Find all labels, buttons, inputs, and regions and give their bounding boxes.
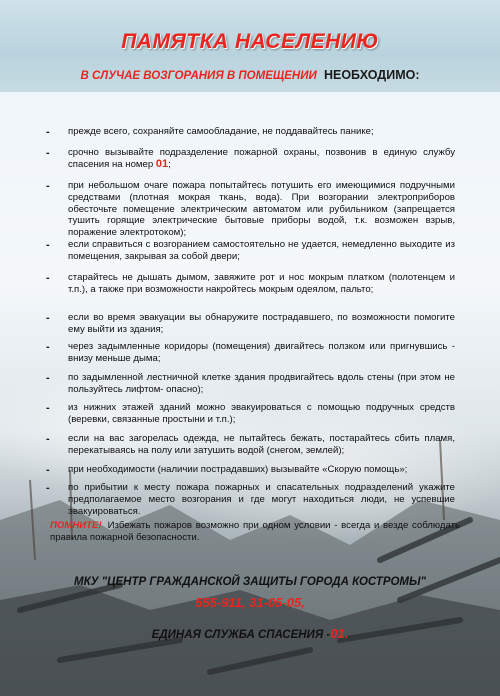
- list-item-text: если справиться с возгоранием самостоятельно не удается, немедленно выходите из помещения, закрывая за собой двери;: [68, 239, 455, 262]
- bullet-dash: -: [46, 464, 50, 476]
- list-item-text: старайтесь не дышать дымом, завяжите рот и нос мокрым платком (полотенцем и т.п.), а также при возможности накройтесь мокрым одеялом, пальто;: [68, 272, 455, 295]
- emergency-number: 01: [155, 157, 169, 170]
- list-item-text: если во время эвакуации вы обнаружите пострадавшего, по возможности помогите ему выйти из здания;: [68, 312, 455, 335]
- list-item-text: при небольшом очаге пожара попытайтесь потушить его имеющимися подручными средствами (плотная мокрая ткань, вода). При возгорании электроприборов обесточьте помещение электрическим автоматом или рубильником (запрещается тушить горящие электрические бытовые приборы водой, т.к. возможен взрыв, поражение электротоком);: [68, 180, 455, 239]
- organization-name: МКУ "ЦЕНТР ГРАЖДАНСКОЙ ЗАЩИТЫ ГОРОДА КОСТРОМЫ": [74, 576, 426, 588]
- list-item-body: срочно вызывайте подразделение пожарной охраны, позвонив в единую службу спасения на номер: [68, 147, 455, 170]
- reminder-text: Избежать пожаров возможно при одном условии - всегда и везде соблюдать правила пожарной безопасности.: [50, 520, 460, 543]
- list-item-text: прежде всего, сохраняйте самообладание, не поддавайтесь панике;: [68, 126, 374, 137]
- bullet-dash: -: [46, 180, 50, 192]
- bullet-dash: -: [46, 312, 50, 324]
- bullet-dash: -: [46, 433, 50, 445]
- list-item-text: по задымленной лестничной клетке здания продвигайтесь вдоль стены (при этом не пользуйтесь лифтом- опасно);: [68, 372, 455, 395]
- list-item-text: через задымленные коридоры (помещения) двигайтесь ползком или пригнувшись - внизу меньше дыма;: [68, 341, 455, 364]
- bullet-dash: -: [46, 272, 50, 284]
- organization-phones: 555-911, 31-05-05,: [195, 595, 305, 610]
- rescue-service-label: ЕДИНАЯ СЛУЖБА СПАСЕНИЯ -: [151, 629, 331, 641]
- list-item-text: при необходимости (наличии пострадавших) вызывайте «Скорую помощь»;: [68, 464, 408, 475]
- bullet-dash: -: [46, 239, 50, 251]
- bullet-dash: -: [46, 482, 50, 494]
- rescue-service-number: 01.: [330, 626, 349, 641]
- rescue-service: [0, 626, 500, 641]
- list-item-text: [68, 147, 455, 171]
- reminder-note: [50, 520, 460, 544]
- list-item-text: по прибытии к месту пожара пожарных и спасательных подразделений укажите предполагаемое место возгорания и где могут находиться люди, не успевшие эвакуироваться.: [68, 482, 455, 517]
- bullet-dash: -: [46, 341, 50, 353]
- list-item-tail: ;: [168, 158, 171, 170]
- list-item-text: если на вас загорелась одежда, не пытайтесь бежать, постарайтесь сбить пламя, перекатываясь на полу или затушить водой (снегом, землей);: [68, 433, 455, 456]
- poster-subtitle: [0, 68, 500, 82]
- bullet-dash: -: [46, 147, 50, 159]
- subtitle-lead: В СЛУЧАЕ ВОЗГОРАНИЯ В ПОМЕЩЕНИИ: [80, 70, 317, 82]
- poster-title: ПАМЯТКА НАСЕЛЕНИЮ: [121, 30, 379, 53]
- bullet-dash: -: [46, 372, 50, 384]
- subtitle-emphasis: НЕОБХОДИМО:: [323, 68, 420, 82]
- bullet-dash: -: [46, 126, 50, 138]
- list-item-text: из нижних этажей зданий можно эвакуироваться с помощью подручных средств (веревки, связанные простыни и т.п.);: [68, 402, 455, 425]
- bullet-dash: -: [46, 402, 50, 414]
- reminder-label: ПОМНИТЕ!: [50, 520, 102, 531]
